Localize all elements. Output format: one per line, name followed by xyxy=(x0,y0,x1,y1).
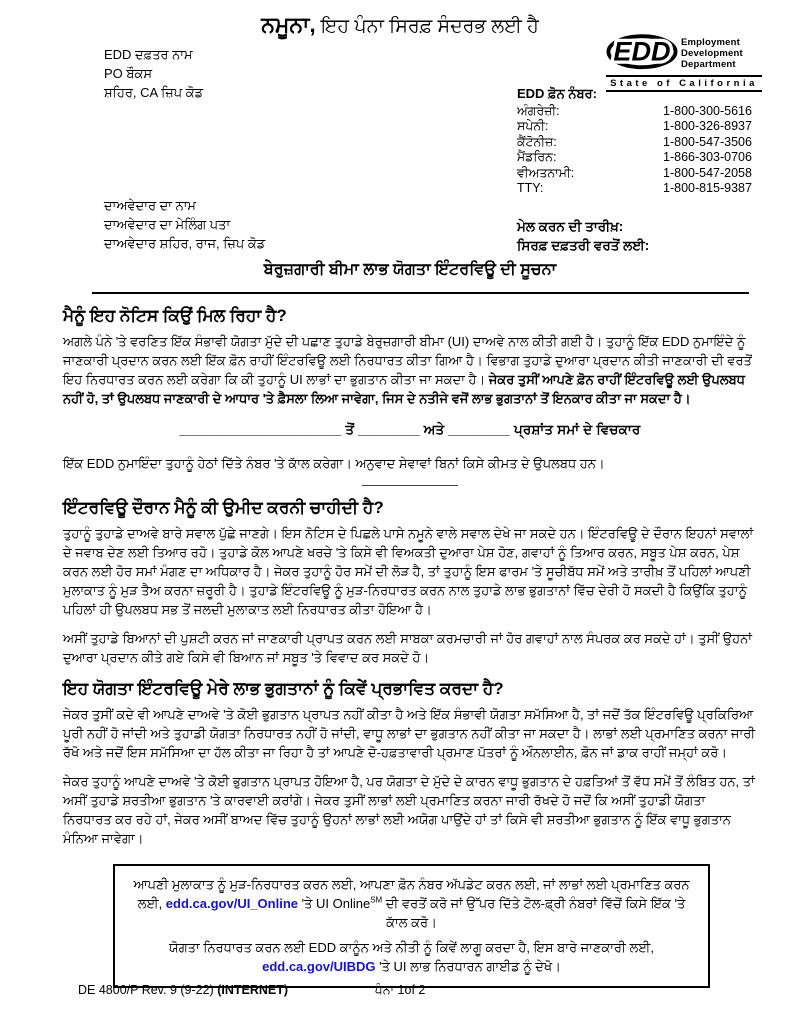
link-ui-online[interactable]: edd.ca.gov/UI_Online xyxy=(165,896,298,911)
phone-row-tty xyxy=(517,181,752,197)
edd-logo-mark-icon xyxy=(606,33,678,73)
expect-paragraph-2: ਅਸੀਂ ਤੁਹਾਡੇ ਬਿਆਨਾਂ ਦੀ ਪੁਸ਼ਟੀ ਕਰਨ ਜਾਂ ਜਾਣਕਾਰੀ ਪ੍ਰਾਪਤ ਕਰਨ ਲਈ ਸਾਬਕਾ ਕਰਮਚਾਰੀ ਜਾਂ ਹੋਰ ਗਵਾਹਾਂ ਨਾਲ ਸੰਪਰਕ ਕਰ ਸਕਦੇ ਹਾਂ। ਤੁਸੀਂ ਉਹਨਾਂ ਦੁਆਰਾ ਪ੍ਰਦਾਨ ਕੀਤੇ ਗਏ ਕਿਸੇ ਵੀ ਬਿਆਨ ਜਾਂ ਸਬੂਤ 'ਤੇ ਵਿਵਾਦ ਕਰ ਸਕਦੇ ਹੋ। xyxy=(63,631,752,665)
info-box-reschedule-text xyxy=(129,875,694,932)
appointment-blanks-line: _____________________ ਤੋਂ ________ ਅਤੇ ________ ਪ੍ਰਸ਼ਾਂਤ ਸਮਾਂ ਦੇ ਵਿਚਕਾਰ xyxy=(179,422,641,437)
section-heading-affect: ਇਹ ਯੋਗਤਾ ਇੰਟਰਵਿਊ ਮੇਰੇ ਲਾਭ ਭੁਗਤਾਨਾਂ ਨੂੰ ਕਿਵੇਂ ਪ੍ਰਭਾਵਿਤ ਕਰਦਾ ਹੈ? xyxy=(63,679,504,698)
section-heading-why: ਮੈਨੂੰ ਇਹ ਨੋਟਿਸ ਕਿਉਂ ਮਿਲ ਰਿਹਾ ਹੈ? xyxy=(63,306,287,325)
info-box-line2: ਯੋਗਤਾ ਨਿਰਧਾਰਤ ਕਰਨ ਲਈ EDD ਕਾਨੂੰਨ ਅਤੇ ਨੀਤੀ ਨੂੰ ਕਿਵੇਂ ਲਾਗੂ ਕਰਦਾ ਹੈ, ਇਸ ਬਾਰੇ ਜਾਣਕਾਰੀ ਲਈ, xyxy=(169,940,654,955)
footer-page-number: ਪੰਨਾ 1of 2 xyxy=(374,983,426,997)
phone-label: ਸਪੇਨੀ: xyxy=(517,119,549,133)
edd-dept-line2: Development xyxy=(681,47,743,59)
link-uibdg[interactable]: edd.ca.gov/UIBDG xyxy=(262,959,376,974)
edd-dept-name xyxy=(678,37,743,70)
phone-row-english xyxy=(517,104,752,120)
affect-paragraph-2: ਜੇਕਰ ਤੁਹਾਨੂੰ ਆਪਣੇ ਦਾਅਵੇ 'ਤੇ ਕੋਈ ਭੁਗਤਾਨ ਪ੍ਰਾਪਤ ਹੋਇਆ ਹੈ, ਪਰ ਯੋਗਤਾ ਦੇ ਮੁੱਦੇ ਦੇ ਕਾਰਨ ਵਾਧੂ ਭੁਗਤਾਨ ਦੇ ਹਫ਼ਤਿਆਂ ਤੋਂ ਵੱਧ ਸਮੇਂ ਤੋਂ ਲੰਬਿਤ ਹਨ, ਤਾਂ ਅਸੀਂ ਤੁਹਾਡੇ ਸ਼ਰਤੀਆ ਭੁਗਤਾਨ 'ਤੇ ਕਾਰਵਾਈ ਕਰਾਂਗੇ। ਜੇਕਰ ਤੁਸੀਂ ਲਾਭਾਂ ਲਈ ਪ੍ਰਮਾਣਿਤ ਕਰਨਾ ਜਾਰੀ ਰੱਖਦੇ ਹੋ ਜਦੋਂ ਕਿ ਅਸੀਂ ਤੁਹਾਡੀ ਯੋਗਤਾ ਨਿਰਧਾਰਤ ਕਰ ਰਹੇ ਹਾਂ, ਜੇਕਰ ਅਸੀਂ ਬਾਅਦ ਵਿੱਚ ਤੁਹਾਨੂੰ ਉਹਨਾਂ ਲਾਭਾਂ ਲਈ ਅਯੋਗ ਪਾਉਂਦੇ ਹਾਂ ਤਾਂ ਕਿਸੇ ਵੀ ਸ਼ਰਤੀਆ ਭੁਗਤਾਨ ਨੂੰ ਇੱਕ ਵਾਧੂ ਭੁਗਤਾਨ ਮੰਨਿਆ ਜਾਵੇਗਾ। xyxy=(63,774,755,846)
service-mark-superscript: SM xyxy=(370,895,383,905)
form-number-text: DE 4800/P Rev. 9 (9-22) xyxy=(78,983,218,997)
phone-row-mandarin xyxy=(517,150,752,166)
phone-number: 1-800-547-3506 xyxy=(663,134,752,149)
section-heading-expect: ਇੰਟਰਵਿਊ ਦੌਰਾਨ ਮੈਨੂੰ ਕੀ ਉਮੀਦ ਕਰਨੀ ਚਾਹੀਦੀ ਹੈ? xyxy=(63,498,384,517)
phone-row-vietnamese xyxy=(517,166,752,182)
mail-date-label: ਮੇਲ ਕਰਨ ਦੀ ਤਾਰੀਖ਼: xyxy=(517,219,624,234)
phone-number: 1-800-326-8937 xyxy=(663,119,752,133)
expect-paragraph-1: ਤੁਹਾਨੂੰ ਤੁਹਾਡੇ ਦਾਅਵੇ ਬਾਰੇ ਸਵਾਲ ਪੁੱਛੇ ਜਾਣਗੇ। ਇਸ ਨੋਟਿਸ ਦੇ ਪਿਛਲੇ ਪਾਸੇ ਨਮੂਨੇ ਵਾਲੇ ਸਵਾਲ ਦੇਖੇ ਜਾ ਸਕਦੇ ਹਨ। ਇੰਟਰਵਿਊ ਦੇ ਦੌਰਾਨ ਇਹਨਾਂ ਸਵਾਲਾਂ ਦੇ ਜਵਾਬ ਦੇਣ ਲਈ ਤਿਆਰ ਰਹੋ। ਤੁਹਾਡੇ ਕੋਲ ਆਪਣੇ ਖਰਚੇ 'ਤੇ ਕਿਸੇ ਵੀ ਵਿਅਕਤੀ ਦੁਆਰਾ ਪੇਸ਼ ਹੋਣ, ਗਵਾਹਾਂ ਨੂੰ ਤਿਆਰ ਕਰਨ, ਸਬੂਤ ਪੇਸ਼ ਕਰਨ, ਪੇਸ਼ ਕਰਨ ਲਈ ਹੋਰ ਸਮਾਂ ਮੰਗਣ ਦਾ ਅਧਿਕਾਰ ਹੈ। ਜੇਕਰ ਤੁਹਾਨੂੰ ਹੋਰ ਸਮੇਂ ਦੀ ਲੋੜ ਹੈ, ਤਾਂ ਤੁਹਾਨੂੰ ਇਸ ਫਾਰਮ 'ਤੇ ਸੂਚੀਬੱਧ ਸਮੇਂ ਅਤੇ ਤਾਰੀਖ਼ ਤੋਂ ਪਹਿਲਾਂ ਆਪਣੀ ਮੁਲਾਕਾਤ ਨੂੰ ਮੁੜ ਤੈਅ ਕਰਨਾ ਜ਼ਰੂਰੀ ਹੈ। ਤੁਹਾਡੇ ਇੰਟਰਵਿਊ ਨੂੰ ਮੁੜ-ਨਿਰਧਾਰਤ ਕਰਨ ਨਾਲ ਤੁਹਾਡੇ ਲਾਭ ਭੁਗਤਾਨਾਂ ਵਿੱਚ ਦੇਰੀ ਹੋ ਸਕਦੀ ਹੈ ਕਿਉਂਕਿ ਤੁਹਾਨੂੰ ਪਹਿਲਾਂ ਹੀ ਉਪਲਬਧ ਸਭ ਤੋਂ ਜਲਦੀ ਮੁਲਾਕਾਤ ਲਈ ਨਿਰਧਾਰਤ ਕੀਤਾ ਹੋਇਆ ਹੈ। xyxy=(63,526,754,617)
edd-dept-line1: Employment xyxy=(681,36,741,48)
phone-number: 1-800-815-9387 xyxy=(663,181,752,195)
main-content xyxy=(0,255,800,988)
phone-number: 1-800-547-2058 xyxy=(663,165,752,180)
document-title: ਬੇਰੁਜ਼ਗਾਰੀ ਬੀਮਾ ਲਾਭ ਯੋਗਤਾ ਇੰਟਰਵਿਊ ਦੀ ਸੂਚਨਾ xyxy=(263,261,557,278)
info-box xyxy=(113,864,710,988)
sample-word: ਨਮੂਨਾ, xyxy=(261,12,316,37)
phone-label: ਮੈਂਡਰਿਨ: xyxy=(517,150,557,164)
sender-po-box: PO ਬੌਕਸ xyxy=(104,66,153,81)
edd-state-of-california: State of California xyxy=(606,75,762,92)
sender-city-zip: ਸ਼ਹਿਰ, CA ਜ਼ਿਪ ਕੋਡ xyxy=(104,85,204,100)
title-divider xyxy=(92,292,749,294)
phone-row-cantonese xyxy=(517,135,752,151)
sample-rest: ਇਹ ਪੰਨਾ ਸਿਰਫ਼ ਸੰਦਰਭ ਲਈ ਹੈ xyxy=(315,16,539,37)
phone-label: ਵੀਅਤਨਾਮੀ: xyxy=(517,165,575,180)
claimant-city-state-zip: ਦਾਅਵੇਦਾਰ ਸ਼ਹਿਰ, ਰਾਜ, ਜ਼ਿਪ ਕੋਡ xyxy=(104,236,266,251)
phone-number-list xyxy=(517,86,752,197)
phone-label: ਕੈਂਟੋਨੀਜ਼: xyxy=(517,134,557,149)
phone-label: TTY: xyxy=(517,181,544,195)
info-box-line2-after: 'ਤੇ UI ਲਾਭ ਨਿਰਧਾਰਨ ਗਾਈਡ ਨੂੰ ਦੇਖੋ। xyxy=(375,959,561,974)
phone-number: 1-866-303-0706 xyxy=(663,150,752,164)
why-paragraph-bold-warning: ਜੇਕਰ ਤੁਸੀਂ ਆਪਣੇ ਫ਼ੋਨ ਰਾਹੀਂ ਇੰਟਰਵਿਊ ਲਈ ਉਪਲਬਧ ਨਹੀਂ ਹੋ, ਤਾਂ ਉਪਲਬਧ ਜਾਣਕਾਰੀ ਦੇ ਆਧਾਰ 'ਤੇ ਫ਼ੈਸਲਾ ਲਿਆ ਜਾਵੇਗਾ, ਜਿਸ ਦੇ ਨਤੀਜੇ ਵਜੋਂ ਲਾਭ ਭੁਗਤਾਨਾਂ ਤੋਂ ਇਨਕਾਰ ਕੀਤਾ ਜਾ ਸਕਦਾ ਹੈ। xyxy=(63,372,745,406)
why-paragraph-normal: ਅਗਲੇ ਪੰਨੇ 'ਤੇ ਵਰਣਿਤ ਇੱਕ ਸੰਭਾਵੀ ਯੋਗਤਾ ਮੁੱਦੇ ਦੀ ਪਛਾਣ ਤੁਹਾਡੇ ਬੇਰੁਜ਼ਗਾਰੀ ਬੀਮਾ (UI) ਦਾਅਵੇ ਨਾਲ ਕੀਤੀ ਗਈ ਹੈ। ਤੁਹਾਨੂੰ ਇੱਕ EDD ਨੁਮਾਇੰਦੇ ਨੂੰ ਜਾਣਕਾਰੀ ਪ੍ਰਦਾਨ ਕਰਨ ਲਈ ਇੱਕ ਫ਼ੋਨ ਰਾਹੀਂ ਇੰਟਰਵਿਊ ਲਈ ਨਿਰਧਾਰਤ ਕੀਤਾ ਗਿਆ ਹੈ। ਵਿਭਾਗ ਤੁਹਾਡੇ ਦੁਆਰਾ ਪ੍ਰਦਾਨ ਕੀਤੀ ਜਾਣਕਾਰੀ ਦੀ ਵਰਤੋਂ ਇਹ ਨਿਰਧਾਰਤ ਕਰਨ ਲਈ ਕਰੇਗਾ ਕਿ ਕੀ ਤੁਹਾਨੂੰ UI ਲਾਭਾਂ ਦਾ ਭੁਗਤਾਨ ਕੀਤਾ ਜਾ ਸਕਦਾ ਹੈ। xyxy=(63,334,752,387)
mail-info xyxy=(517,217,649,255)
phone-label: ਅੰਗਰੇਜ਼ੀ: xyxy=(517,103,560,118)
phone-list-heading: EDD ਫ਼ੋਨ ਨੰਬਰ: xyxy=(517,86,597,101)
sender-office-name: EDD ਦਫ਼ਤਰ ਨਾਮ xyxy=(104,47,193,62)
info-box-line1-after-post: ਦੀ ਵਰਤੋਂ ਕਰੋ ਜਾਂ ਉੱਪਰ ਦਿੱਤੇ ਟੋਲ-ਫ਼੍ਰੀ ਨੰਬਰਾਂ ਵਿੱਚੋਂ ਕਿਸੇ ਇੱਕ 'ਤੇ ਕਾੱਲ ਕਰੋ। xyxy=(382,896,686,930)
info-box-line1: ਆਪਣੀ ਮੁਲਾਕਾਤ ਨੂੰ ਮੁੜ-ਨਿਰਧਾਰਤ ਕਰਨ ਲਈ, ਆਪਣਾ ਫ਼ੋਨ ਨੰਬਰ ਅੱਪਡੇਟ ਕਰਨ ਲਈ, ਜਾਂ ਲਾਭਾਂ ਲਈ ਪ੍ਰਮਾਣਿਤ ਕਰਨ ਲਈ, xyxy=(133,877,690,911)
claimant-name: ਦਾਅਵੇਦਾਰ ਦਾ ਨਾਮ xyxy=(104,198,196,213)
phone-number-blank-line xyxy=(362,485,458,486)
call-paragraph: ਇੱਕ EDD ਨੁਮਾਇੰਦਾ ਤੁਹਾਨੂੰ ਹੇਠਾਂ ਦਿੱਤੇ ਨੰਬਰ 'ਤੇ ਕਾੱਲ ਕਰੇਗਾ। ਅਨੁਵਾਦ ਸੇਵਾਵਾਂ ਬਿਨਾਂ ਕਿਸੇ ਕੀਮਤ ਦੇ ਉਪਲਬਧ ਹਨ। xyxy=(63,456,605,471)
edd-logo xyxy=(606,33,762,92)
edd-dept-line3: Department xyxy=(681,58,736,70)
why-paragraph xyxy=(63,332,757,408)
info-box-line1-after-pre: 'ਤੇ UI Online xyxy=(298,896,371,911)
office-use-label: ਸਿਰਫ਼ ਦਫ਼ਤਰੀ ਵਰਤੋਂ ਲਈ: xyxy=(517,238,650,253)
info-box-guide-text xyxy=(129,938,694,976)
affect-paragraph-1: ਜੇਕਰ ਤੁਸੀਂ ਕਦੇ ਵੀ ਆਪਣੇ ਦਾਅਵੇ 'ਤੇ ਕੋਈ ਭੁਗਤਾਨ ਪ੍ਰਾਪਤ ਨਹੀਂ ਕੀਤਾ ਹੈ ਅਤੇ ਇੱਕ ਸੰਭਾਵੀ ਯੋਗਤਾ ਸਮੱਸਿਆ ਹੈ, ਤਾਂ ਜਦੋਂ ਤੱਕ ਇੰਟਰਵਿਊ ਪ੍ਰਕਿਰਿਆ ਪੂਰੀ ਨਹੀਂ ਹੋ ਜਾਂਦੀ ਅਤੇ ਤੁਹਾਡੀ ਯੋਗਤਾ ਨਿਰਧਾਰਤ ਨਹੀਂ ਹੋ ਜਾਂਦੀ, ਵਾਧੂ ਲਾਭਾਂ ਦਾ ਭੁਗਤਾਨ ਨਹੀਂ ਕੀਤਾ ਜਾ ਸਕਦਾ ਹੈ। ਲਾਭਾਂ ਲਈ ਪ੍ਰਮਾਣਿਤ ਕਰਨਾ ਜਾਰੀ ਰੱਖੋ ਅਤੇ ਜਦੋਂ ਇਸ ਸਮੱਸਿਆ ਦਾ ਹੱਲ ਕੀਤਾ ਜਾ ਰਿਹਾ ਹੈ ਤਾਂ ਆਪਣੇ ਦੋ-ਹਫ਼ਤਾਵਾਰੀ ਪ੍ਰਮਾਣ ਪੱਤਰਾਂ ਨੂੰ ਔਨਲਾਈਨ, ਫ਼ੋਨ ਜਾਂ ਡਾਕ ਰਾਹੀਂ ਜਮ੍ਹਾਂ ਕਰੋ। xyxy=(63,707,756,760)
svg-text:EDD: EDD xyxy=(613,35,671,67)
phone-row-spanish xyxy=(517,119,752,135)
form-internet-tag: (INTERNET) xyxy=(217,983,289,997)
phone-number: 1-800-300-5616 xyxy=(663,103,752,118)
claimant-address xyxy=(104,196,265,253)
sender-address xyxy=(104,45,203,102)
claimant-mailing-address: ਦਾਅਵੇਦਾਰ ਦਾ ਮੇਲਿੰਗ ਪਤਾ xyxy=(104,217,231,232)
